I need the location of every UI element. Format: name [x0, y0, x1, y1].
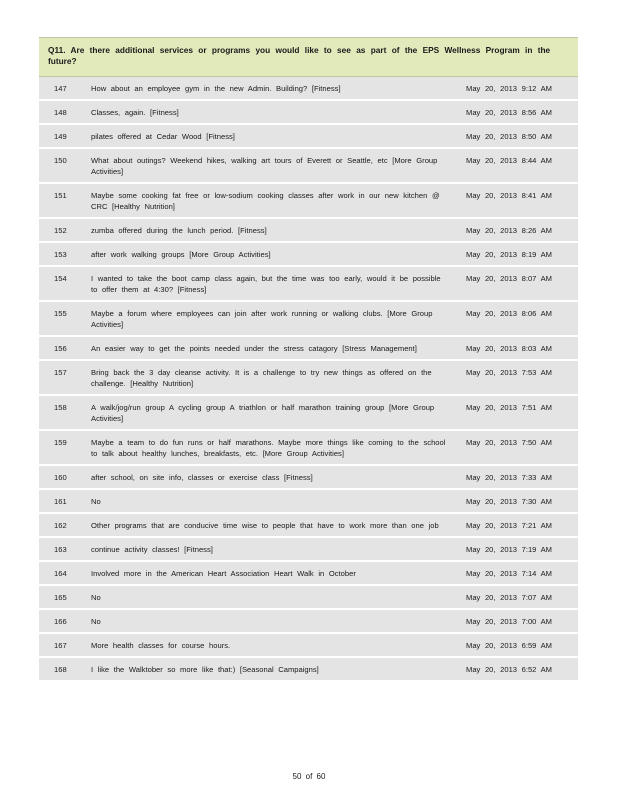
table-row: [39, 395, 578, 430]
table-row: [39, 633, 578, 657]
response-date: May 20, 2013 8:44 AM: [464, 148, 578, 183]
response-number: 166: [39, 609, 91, 633]
response-date: May 20, 2013 8:50 AM: [464, 124, 578, 148]
responses-table: [39, 77, 578, 682]
response-number: 159: [39, 430, 91, 465]
response-number: 155: [39, 301, 91, 336]
response-number: 161: [39, 489, 91, 513]
response-number: 153: [39, 242, 91, 266]
response-date: May 20, 2013 7:00 AM: [464, 609, 578, 633]
response-number: 168: [39, 657, 91, 681]
table-row: [39, 489, 578, 513]
table-row: [39, 657, 578, 681]
response-number: 163: [39, 537, 91, 561]
response-date: May 20, 2013 8:56 AM: [464, 100, 578, 124]
table-row: [39, 513, 578, 537]
response-text: continue activity classes! [Fitness]: [91, 537, 464, 561]
response-text: No: [91, 609, 464, 633]
response-text: I like the Walktober so more like that:) [Seasonal Campaigns]: [91, 657, 464, 681]
response-text: No: [91, 585, 464, 609]
response-text: Bring back the 3 day cleanse activity. It is a challenge to try new things as offered on the challenge. [Healthy Nutrition]: [91, 360, 464, 395]
response-number: 167: [39, 633, 91, 657]
response-text: Maybe a forum where employees can join after work running or walking clubs. [More Group Activities]: [91, 301, 464, 336]
response-date: May 20, 2013 8:19 AM: [464, 242, 578, 266]
response-text: More health classes for course hours.: [91, 633, 464, 657]
response-date: May 20, 2013 7:51 AM: [464, 395, 578, 430]
response-number: 149: [39, 124, 91, 148]
table-row: [39, 430, 578, 465]
response-text: Involved more in the American Heart Association Heart Walk in October: [91, 561, 464, 585]
table-row: [39, 360, 578, 395]
response-number: 148: [39, 100, 91, 124]
response-number: 157: [39, 360, 91, 395]
response-text: Classes, again. [Fitness]: [91, 100, 464, 124]
response-number: 154: [39, 266, 91, 301]
response-text: Other programs that are conducive time wise to people that have to work more than one job: [91, 513, 464, 537]
response-number: 160: [39, 465, 91, 489]
response-date: May 20, 2013 7:33 AM: [464, 465, 578, 489]
response-number: 152: [39, 218, 91, 242]
response-text: Maybe some cooking fat free or low-sodium cooking classes after work in our new kitchen @ CRC [Healthy Nutrition]: [91, 183, 464, 218]
table-row: [39, 537, 578, 561]
response-text: What about outings? Weekend hikes, walking art tours of Everett or Seattle, etc [More Group Activities]: [91, 148, 464, 183]
table-row: [39, 266, 578, 301]
response-text: A walk/jog/run group A cycling group A triathlon or half marathon training group [More Group Activities]: [91, 395, 464, 430]
response-text: An easier way to get the points needed under the stress catagory [Stress Management]: [91, 336, 464, 360]
table-row: [39, 124, 578, 148]
response-text: after school, on site info, classes or exercise class [Fitness]: [91, 465, 464, 489]
response-text: No: [91, 489, 464, 513]
response-date: May 20, 2013 7:21 AM: [464, 513, 578, 537]
survey-page: [39, 37, 578, 682]
response-date: May 20, 2013 7:30 AM: [464, 489, 578, 513]
question-header: Q11. Are there additional services or programs you would like to see as part of the EPS Wellness Program in the future?: [39, 37, 578, 77]
response-text: pilates offered at Cedar Wood [Fitness]: [91, 124, 464, 148]
table-row: [39, 183, 578, 218]
table-row: [39, 148, 578, 183]
response-number: 150: [39, 148, 91, 183]
response-date: May 20, 2013 6:52 AM: [464, 657, 578, 681]
response-number: 164: [39, 561, 91, 585]
response-date: May 20, 2013 7:53 AM: [464, 360, 578, 395]
response-number: 151: [39, 183, 91, 218]
response-date: May 20, 2013 8:03 AM: [464, 336, 578, 360]
table-row: [39, 465, 578, 489]
table-row: [39, 77, 578, 100]
response-text: zumba offered during the lunch period. [Fitness]: [91, 218, 464, 242]
response-date: May 20, 2013 8:26 AM: [464, 218, 578, 242]
table-row: [39, 242, 578, 266]
table-row: [39, 336, 578, 360]
response-date: May 20, 2013 7:19 AM: [464, 537, 578, 561]
response-date: May 20, 2013 7:07 AM: [464, 585, 578, 609]
response-date: May 20, 2013 8:41 AM: [464, 183, 578, 218]
table-row: [39, 561, 578, 585]
page-number: 50 of 60: [292, 772, 326, 781]
response-date: May 20, 2013 7:14 AM: [464, 561, 578, 585]
response-number: 158: [39, 395, 91, 430]
response-date: May 20, 2013 8:07 AM: [464, 266, 578, 301]
response-text: after work walking groups [More Group Activities]: [91, 242, 464, 266]
response-number: 156: [39, 336, 91, 360]
response-text: How about an employee gym in the new Admin. Building? [Fitness]: [91, 77, 464, 100]
table-row: [39, 100, 578, 124]
response-date: May 20, 2013 6:59 AM: [464, 633, 578, 657]
response-date: May 20, 2013 7:50 AM: [464, 430, 578, 465]
table-row: [39, 218, 578, 242]
table-row: [39, 609, 578, 633]
table-row: [39, 585, 578, 609]
response-number: 165: [39, 585, 91, 609]
response-number: 162: [39, 513, 91, 537]
response-text: Maybe a team to do fun runs or half marathons. Maybe more things like coming to the school to talk about healthy lunches, breakfasts, etc. [More Group Activities]: [91, 430, 464, 465]
response-date: May 20, 2013 8:06 AM: [464, 301, 578, 336]
response-date: May 20, 2013 9:12 AM: [464, 77, 578, 100]
table-row: [39, 301, 578, 336]
response-text: I wanted to take the boot camp class again, but the time was too early, would it be possible to offer them at 4:30? [Fitness]: [91, 266, 464, 301]
response-number: 147: [39, 77, 91, 100]
